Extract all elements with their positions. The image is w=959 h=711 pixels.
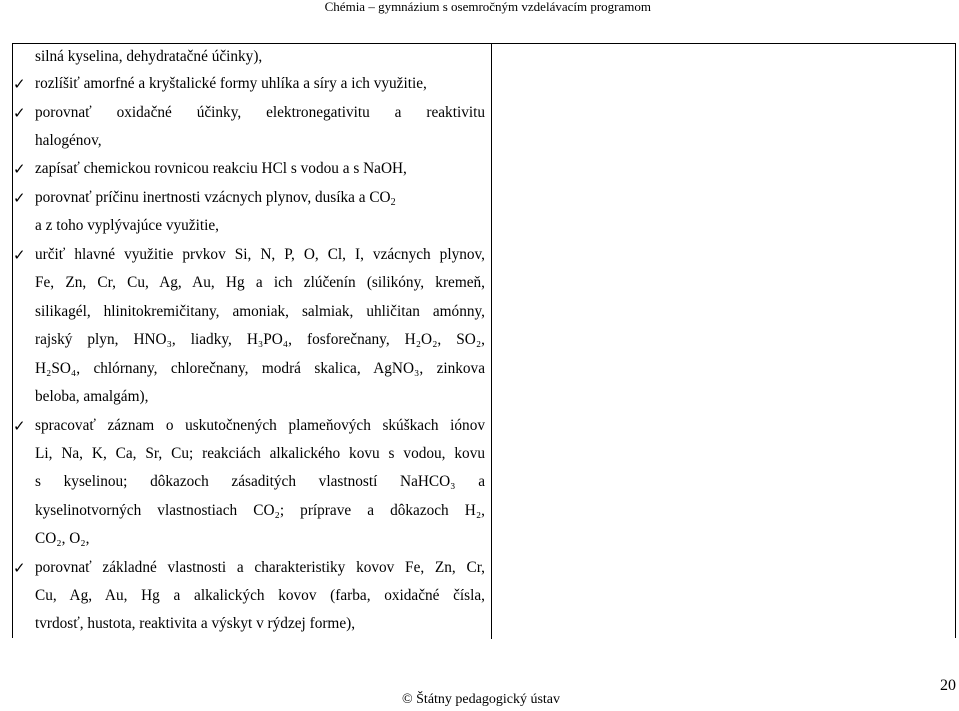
running-header — [0, 0, 959, 14]
checkmark-icon: ✓ — [13, 75, 26, 93]
page-number: 20 — [940, 677, 956, 694]
bullet-text: H₂SO₄, chlórnany, chlorečnany, modrá skalica, AgNO₃, zinkova — [35, 360, 485, 377]
checkmark-icon: ✓ — [13, 417, 26, 435]
bullet-text: rajský plyn, HNO₃, liadky, H₃PO₄, fosforečnany, H₂O₂, SO₂, — [35, 331, 485, 348]
bullet-text: kyselinotvorných vlastnostiach CO₂; príprave a dôkazoch H₂, — [35, 502, 485, 519]
curriculum-table — [12, 43, 956, 638]
bullet-text: spracovať záznam o uskutočnených plameňových skúškach iónov — [35, 417, 485, 434]
bullet-text: s kyselinou; dôkazoch zásaditých vlastností NaHCO₃ a — [35, 473, 485, 490]
bullet-text: porovnať oxidačné účinky, elektronegativitu a reaktivitu — [35, 104, 485, 121]
bullet-text: CO₂, O₂, — [35, 530, 90, 547]
bullet-text: silná kyselina, dehydratačné účinky), — [35, 48, 263, 65]
checkmark-icon: ✓ — [13, 160, 26, 178]
bullet-text: beloba, amalgám), — [35, 388, 149, 405]
bullet-text: Li, Na, K, Ca, Sr, Cu; reakciách alkalického kovu s vodou, kovu — [35, 445, 485, 462]
bullet-text: Fe, Zn, Cr, Cu, Ag, Au, Hg a ich zlúčenín (silikóny, kremeň, — [35, 274, 485, 291]
bullet-text: určiť hlavné využitie prvkov Si, N, P, O, Cl, I, vzácnych plynov, — [35, 246, 485, 263]
bullet-text: Cu, Ag, Au, Hg a alkalických kovov (farba, oxidačné čísla, — [35, 587, 485, 604]
bullet-text: zapísať chemickou rovnicou reakciu HCl s vodou a s NaOH, — [35, 160, 407, 177]
column-divider — [491, 44, 492, 639]
checkmark-icon: ✓ — [13, 559, 26, 577]
bullet-text: a z toho vyplývajúce využitie, — [35, 217, 219, 234]
bullet-text: rozlíšiť amorfné a kryštalické formy uhlíka a síry a ich využitie, — [35, 75, 427, 92]
bullet-text: tvrdosť, hustota, reaktivita a výskyt v rýdzej forme), — [35, 615, 356, 632]
bullet-text: porovnať príčinu inertnosti vzácnych plynov, dusíka a $CO_2$ — [35, 189, 396, 208]
checkmark-icon: ✓ — [13, 246, 26, 264]
bullet-text: porovnať základné vlastnosti a charakteristiky kovov Fe, Zn, Cr, — [35, 559, 485, 576]
bullet-text: halogénov, — [35, 132, 102, 149]
header-title: Chémia – gymnázium s osemročným vzdelávacím programom — [324, 0, 651, 14]
footer-copyright: © Štátny pedagogický ústav — [402, 692, 560, 707]
checkmark-icon: ✓ — [13, 189, 26, 207]
checkmark-icon: ✓ — [13, 104, 26, 122]
bullet-text: silikagél, hlinitokremičitany, amoniak, salmiak, uhličitan amónny, — [35, 303, 485, 320]
